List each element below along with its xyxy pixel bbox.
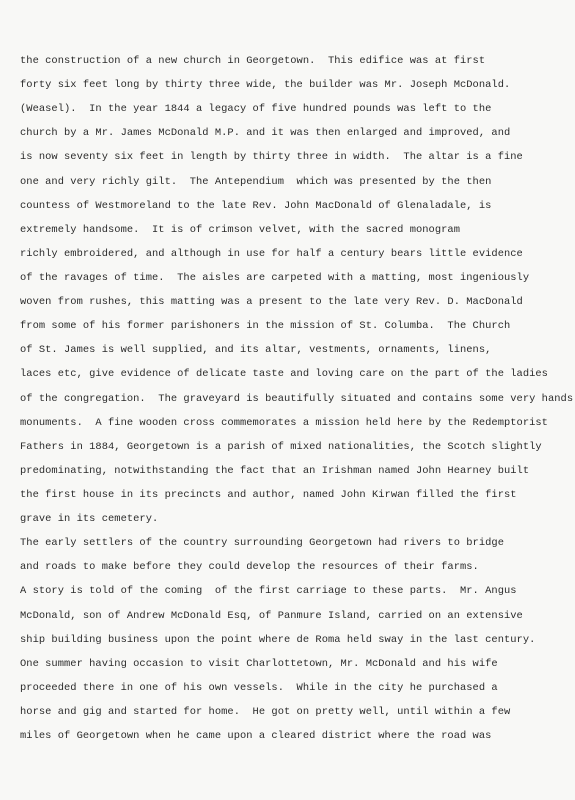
text-line: of the congregation. The graveyard is beautifully situated and contains some very hands [20,392,574,405]
text-line: laces etc, give evidence of delicate taste and loving care on the part of the ladies [20,368,548,381]
text-line: the construction of a new church in Georgetown. This edifice was at first [20,55,486,67]
text-line: (Weasel). In the year 1844 a legacy of five hundred pounds was left to the [20,103,492,116]
text-line: McDonald, son of Andrew McDonald Esq, of Panmure Island, carried on an extensive [20,609,523,622]
text-line: one and very richly gilt. The Antependium which was presented by the then [20,175,492,188]
text-line: extremely handsome. It is of crimson velvet, with the sacred monogram [20,223,460,236]
typed-text-body [20,49,575,748]
text-line: One summer having occasion to visit Charlottetown, Mr. McDonald and his wife [20,657,498,670]
text-line: richly embroidered, and although in use for half a century bears little evidence [20,247,523,260]
text-line: and roads to make before they could develop the resources of their farms. [20,561,479,574]
text-line: of St. James is well supplied, and its altar, vestments, ornaments, linens, [20,344,492,357]
text-line: Fathers in 1884, Georgetown is a parish of mixed nationalities, the Scotch slightly [20,440,542,453]
text-line: monuments. A fine wooden cross commemorates a mission held here by the Redemptorist [20,416,548,429]
text-line: miles of Georgetown when he came upon a cleared district where the road was [20,730,492,743]
text-line: of the ravages of time. The aisles are carpeted with a matting, most ingeniously [20,271,530,284]
text-line: horse and gig and started for home. He got on pretty well, until within a few [20,705,511,718]
text-line: forty six feet long by thirty three wide, the builder was Mr. Joseph McDonald. [20,79,511,92]
text-line: from some of his former parishoners in the mission of St. Columba. The Church [20,320,511,333]
text-line: proceeded there in one of his own vessels. While in the city he purchased a [20,681,498,694]
text-line: A story is told of the coming of the first carriage to these parts. Mr. Angus [20,585,517,598]
text-line: The early settlers of the country surrounding Georgetown had rivers to bridge [20,537,504,550]
text-line: grave in its cemetery. [20,513,159,526]
text-line: is now seventy six feet in length by thirty three in width. The altar is a fine [20,151,523,164]
text-line: church by a Mr. James McDonald M.P. and it was then enlarged and improved, and [20,127,511,140]
text-line: the first house in its precincts and author, named John Kirwan filled the first [20,488,517,501]
text-line: countess of Westmoreland to the late Rev. John MacDonald of Glenaladale, is [20,199,492,212]
text-line: ship building business upon the point where de Roma held sway in the last century. [20,633,536,646]
text-line: woven from rushes, this matting was a present to the late very Rev. D. MacDonald [20,296,523,309]
text-line: predominating, notwithstanding the fact that an Irishman named John Hearney built [20,464,530,477]
